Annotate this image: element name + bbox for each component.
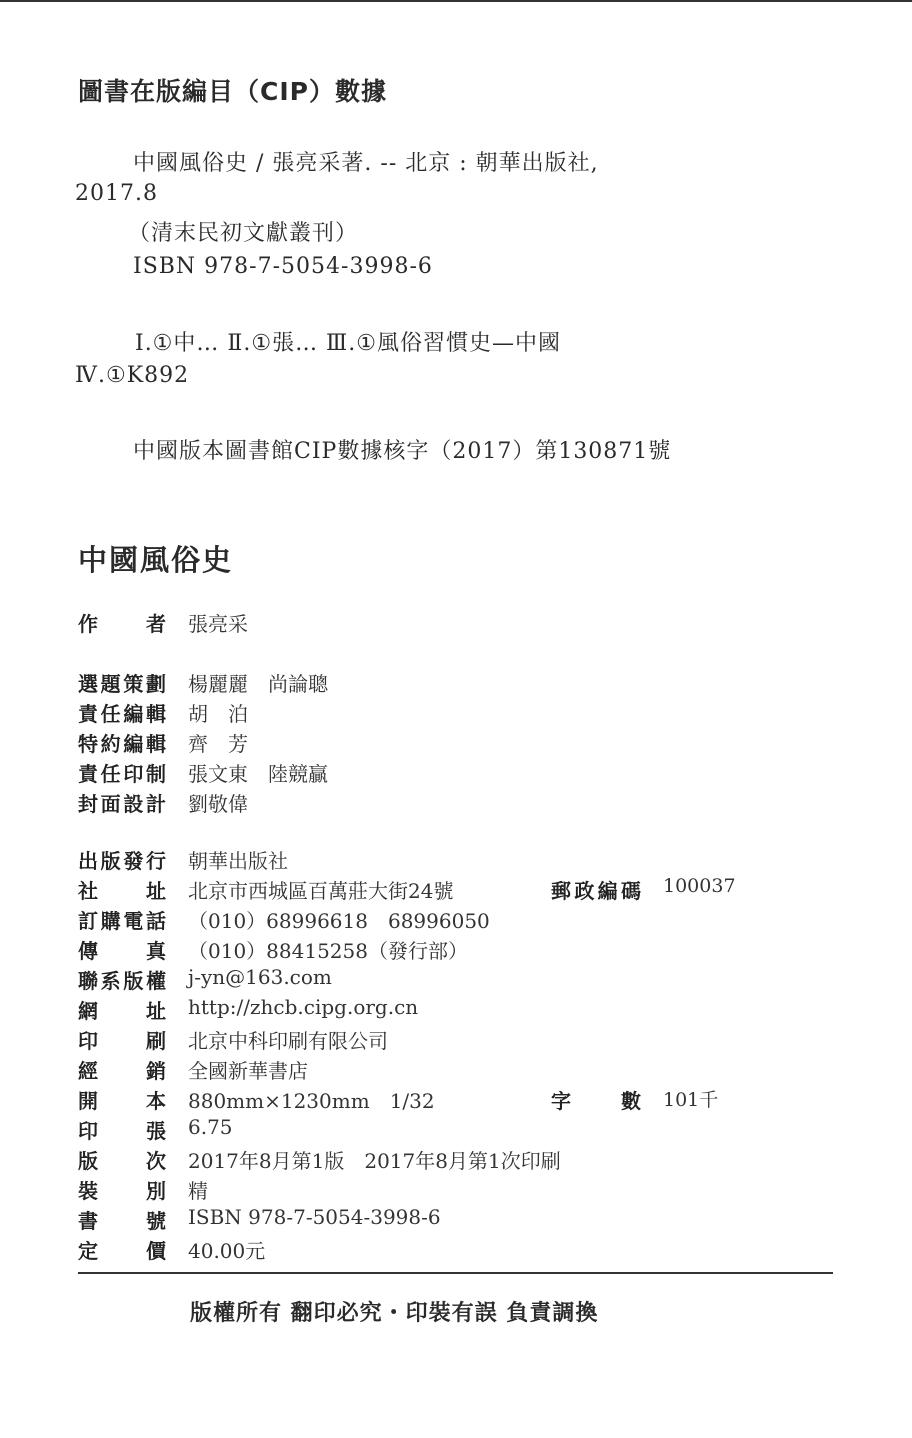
info-value: 精: [188, 1179, 208, 1203]
label-char: 編: [123, 702, 144, 726]
label-char: 制: [145, 762, 166, 786]
label-char: 系: [100, 969, 121, 993]
label-char: 編: [123, 732, 144, 756]
cip-line-record-number: 中國版本圖書館CIP數據核字（2017）第130871號: [133, 439, 672, 464]
label-char: 刷: [146, 1029, 166, 1053]
label-char: 話: [145, 909, 166, 933]
info-value: 張亮采: [188, 612, 248, 636]
label-char: 訂: [78, 909, 98, 933]
label-char: 本: [146, 1089, 166, 1113]
label-char: 版: [78, 1149, 98, 1173]
info-value: 劉敬偉: [188, 792, 248, 816]
info-value: 880mm×1230mm 1/32: [188, 1089, 435, 1113]
info-value: 40.00元: [188, 1239, 266, 1263]
label-char: 計: [145, 792, 166, 816]
info-label: [551, 875, 641, 904]
label-char: 封: [78, 792, 98, 816]
label-char: 題: [100, 672, 121, 696]
info-label: [78, 995, 166, 1024]
label-char: 任: [100, 762, 121, 786]
label-char: 任: [100, 702, 121, 726]
label-char: 銷: [146, 1059, 166, 1083]
label-char: 經: [78, 1059, 98, 1083]
info-label: [78, 668, 166, 697]
footer-divider: [78, 1272, 833, 1274]
label-char: 選: [78, 672, 98, 696]
info-label: [78, 875, 166, 904]
label-char: 政: [574, 879, 595, 903]
label-char: 別: [146, 1179, 166, 1203]
cip-line-title-author: 中國風俗史 / 張亮采著. -- 北京 : 朝華出版社,: [133, 151, 599, 176]
top-border-line: [0, 0, 912, 2]
info-label: [78, 698, 166, 727]
info-value: 張文東 陸競贏: [188, 762, 328, 786]
label-char: 特: [78, 732, 98, 756]
info-label: [78, 965, 166, 994]
label-char: 張: [146, 1119, 166, 1143]
label-char: 開: [78, 1089, 98, 1113]
label-char: 權: [145, 969, 166, 993]
info-label: [78, 1175, 166, 1204]
info-label: [78, 1085, 166, 1114]
label-char: 裝: [78, 1179, 98, 1203]
label-char: 碼: [620, 879, 641, 903]
info-value: 齊 芳: [188, 732, 248, 756]
label-char: 定: [78, 1239, 98, 1263]
info-extra-value: 101千: [663, 1089, 719, 1111]
label-char: 責: [78, 702, 98, 726]
info-value: 2017年8月第1版 2017年8月第1次印刷: [188, 1149, 561, 1173]
book-title: 中國風俗史: [78, 543, 234, 577]
label-char: 次: [146, 1149, 166, 1173]
info-value: 胡 泊: [188, 702, 248, 726]
label-char: 址: [146, 999, 166, 1023]
info-value: ISBN 978-7-5054-3998-6: [188, 1205, 441, 1229]
cip-line-year: 2017.8: [75, 181, 158, 206]
label-char: 聯: [78, 969, 98, 993]
info-value: 北京市西城區百萬莊大街24號: [188, 879, 454, 903]
label-char: 設: [123, 792, 144, 816]
info-label: [78, 608, 166, 637]
info-label: [78, 1055, 166, 1084]
cip-line-isbn: ISBN 978-7-5054-3998-6: [133, 254, 433, 279]
label-char: 購: [100, 909, 121, 933]
info-label: [78, 935, 166, 964]
label-char: 輯: [145, 702, 166, 726]
info-label: [78, 1145, 166, 1174]
info-label: [78, 728, 166, 757]
cip-heading: 圖書在版編目（CIP）數據: [78, 77, 387, 106]
label-char: 面: [100, 792, 121, 816]
label-char: 字: [551, 1089, 571, 1113]
label-char: 印: [123, 762, 144, 786]
cip-line-classification-cont: Ⅳ.①K892: [75, 363, 190, 388]
label-char: 責: [78, 762, 98, 786]
label-char: 者: [146, 612, 166, 636]
label-char: 策: [123, 672, 144, 696]
label-char: 數: [621, 1089, 641, 1113]
info-label: [78, 1115, 166, 1144]
info-value: 全國新華書店: [188, 1059, 308, 1083]
info-label: [551, 1085, 641, 1114]
cip-line-classification: Ⅰ.①中… Ⅱ.①張… Ⅲ.①風俗習慣史—中國: [135, 331, 561, 356]
label-char: 號: [146, 1209, 166, 1233]
label-char: 址: [146, 879, 166, 903]
label-char: 發: [123, 849, 144, 873]
label-char: 真: [146, 939, 166, 963]
info-label: [78, 1235, 166, 1264]
label-char: 書: [78, 1209, 98, 1233]
label-char: 版: [123, 969, 144, 993]
info-label: [78, 1205, 166, 1234]
copyright-notice: 版權所有 翻印必究・印裝有誤 負責調換: [190, 1301, 599, 1326]
info-extra-value: 100037: [663, 875, 736, 897]
info-value: 6.75: [188, 1115, 233, 1139]
label-char: 印: [78, 1029, 98, 1053]
info-label: [78, 788, 166, 817]
info-value: 朝華出版社: [188, 849, 288, 873]
label-char: 社: [78, 879, 98, 903]
info-value: （010）88415258（發行部）: [188, 939, 468, 963]
info-value: http://zhcb.cipg.org.cn: [188, 995, 419, 1019]
label-char: 劃: [145, 672, 166, 696]
label-char: 傳: [78, 939, 98, 963]
label-char: 價: [146, 1239, 166, 1263]
label-char: 電: [123, 909, 144, 933]
info-label: [78, 1025, 166, 1054]
label-char: 編: [597, 879, 618, 903]
label-char: 行: [145, 849, 166, 873]
info-value: （010）68996618 68996050: [188, 909, 490, 933]
info-label: [78, 758, 166, 787]
label-char: 網: [78, 999, 98, 1023]
label-char: 約: [100, 732, 121, 756]
cip-line-series: （清末民初文獻叢刊）: [128, 221, 359, 246]
label-char: 輯: [145, 732, 166, 756]
info-value: j-yn@163.com: [188, 965, 332, 989]
label-char: 版: [100, 849, 121, 873]
label-char: 出: [78, 849, 98, 873]
info-value: 北京中科印刷有限公司: [188, 1029, 388, 1053]
info-value: 楊麗麗 尚論聰: [188, 672, 328, 696]
label-char: 郵: [551, 879, 571, 903]
label-char: 作: [78, 612, 98, 636]
info-label: [78, 845, 166, 874]
label-char: 印: [78, 1119, 98, 1143]
info-label: [78, 905, 166, 934]
